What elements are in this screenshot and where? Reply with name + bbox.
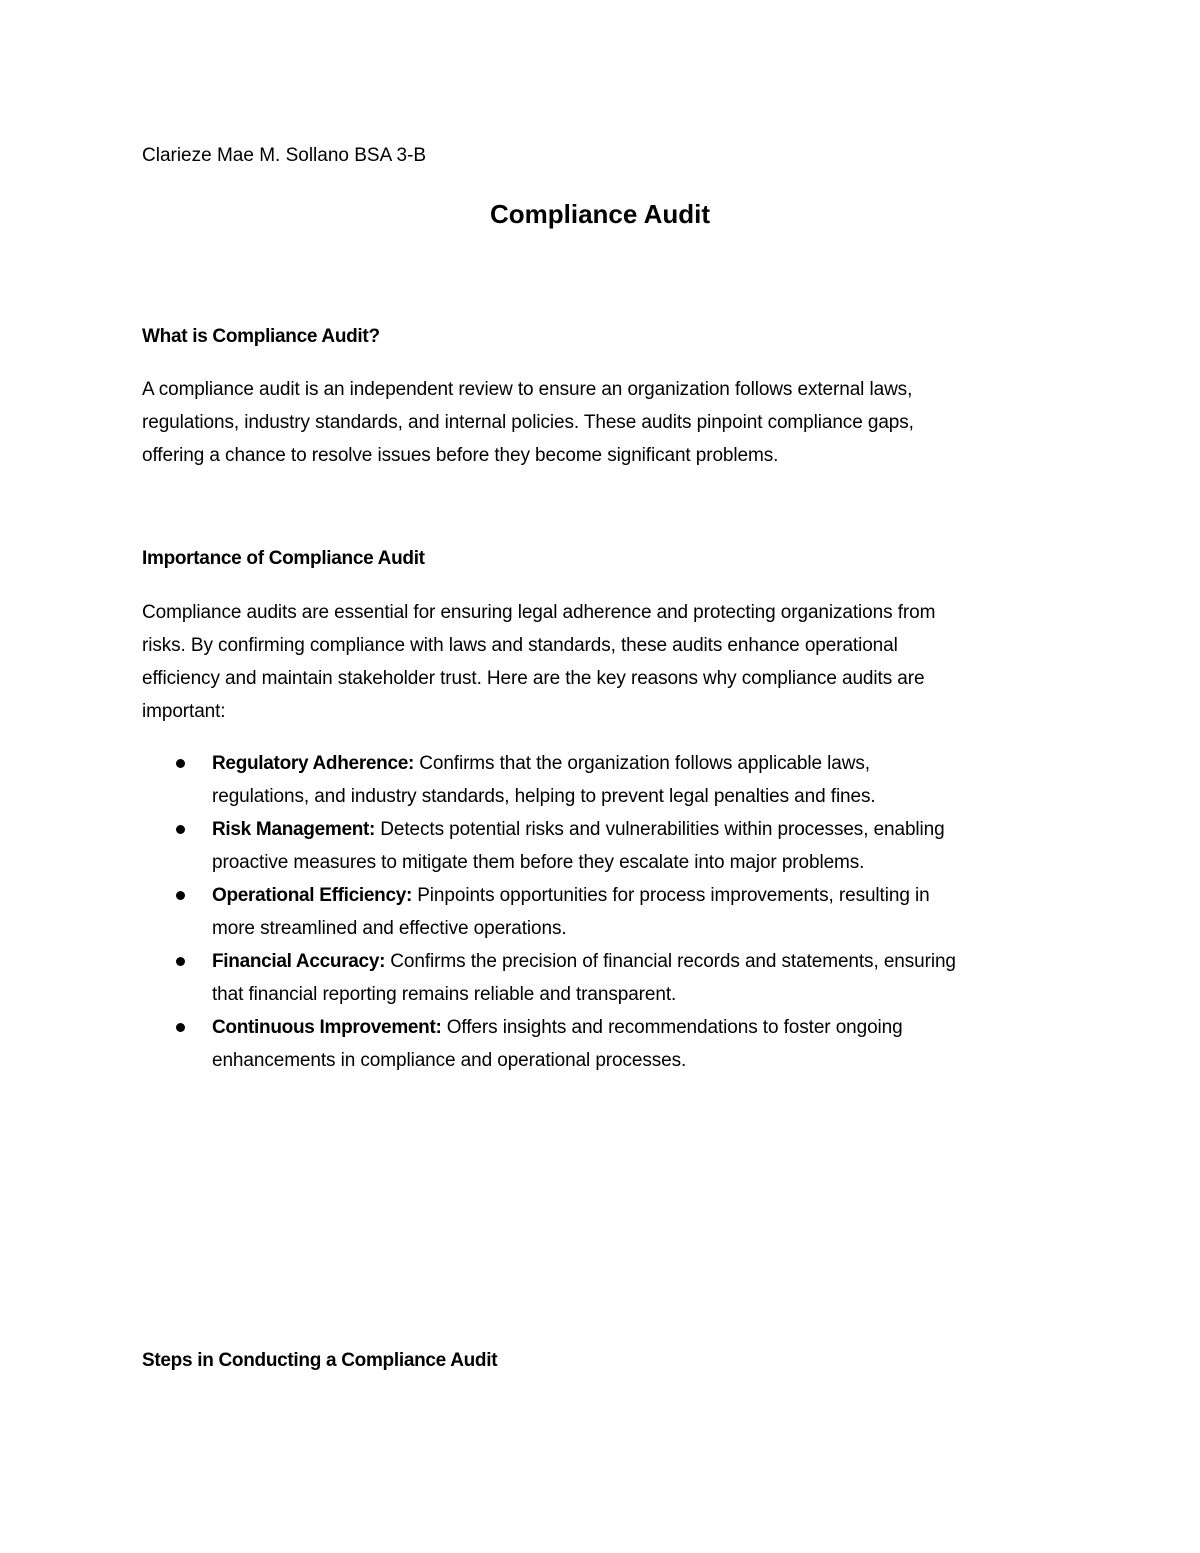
section-heading-importance: Importance of Compliance Audit: [142, 548, 425, 569]
section-paragraph-what-is: [142, 373, 1067, 472]
bullet-text: Offers insights and recommendations to foster ongoing: [441, 1017, 903, 1038]
bullet-text: proactive measures to mitigate them before they escalate into major problems.: [212, 852, 865, 873]
bullet-text: more streamlined and effective operations.: [212, 918, 567, 939]
bullet-term: Financial Accuracy:: [212, 951, 386, 972]
bullet-term: Continuous Improvement:: [212, 1017, 442, 1038]
bullet-text: regulations, and industry standards, helping to prevent legal penalties and fines.: [212, 786, 876, 807]
section-heading-steps: Steps in Conducting a Compliance Audit: [142, 1350, 498, 1371]
list-item: [142, 813, 1082, 879]
paragraph-line: regulations, industry standards, and internal policies. These audits pinpoint compliance gaps,: [142, 412, 914, 433]
bullet-text: that financial reporting remains reliable and transparent.: [212, 984, 677, 1005]
bullet-term: Risk Management:: [212, 819, 376, 840]
list-item: [142, 747, 1082, 813]
document-title: Compliance Audit: [489, 199, 711, 229]
bullet-text: Confirms that the organization follows applicable laws,: [414, 753, 870, 774]
bullet-text: enhancements in compliance and operational processes.: [212, 1050, 687, 1071]
bullet-dot-icon: [176, 957, 185, 966]
paragraph-line: efficiency and maintain stakeholder trust. Here are the key reasons why compliance audits are: [142, 668, 925, 689]
importance-bullet-list: [142, 747, 1082, 1077]
bullet-dot-icon: [176, 825, 185, 834]
paragraph-line: risks. By confirming compliance with laws and standards, these audits enhance operational: [142, 635, 898, 656]
bullet-term: Regulatory Adherence:: [212, 753, 415, 774]
list-item: [142, 879, 1082, 945]
bullet-dot-icon: [176, 1023, 185, 1032]
list-item: [142, 945, 1082, 1011]
section-paragraph-importance: [142, 596, 1067, 728]
bullet-text: Confirms the precision of financial records and statements, ensuring: [385, 951, 956, 972]
paragraph-line: Compliance audits are essential for ensuring legal adherence and protecting organizations from: [142, 602, 936, 623]
bullet-dot-icon: [176, 759, 185, 768]
bullet-dot-icon: [176, 891, 185, 900]
bullet-text: Detects potential risks and vulnerabilities within processes, enabling: [375, 819, 945, 840]
list-item: [142, 1011, 1082, 1077]
author-line: Clarieze Mae M. Sollano BSA 3-B: [142, 145, 427, 166]
paragraph-line: important:: [142, 701, 226, 722]
paragraph-line: A compliance audit is an independent review to ensure an organization follows external laws,: [142, 379, 913, 400]
section-heading-what-is: What is Compliance Audit?: [142, 326, 380, 347]
paragraph-line: offering a chance to resolve issues before they become significant problems.: [142, 445, 779, 466]
bullet-text: Pinpoints opportunities for process improvements, resulting in: [412, 885, 930, 906]
bullet-term: Operational Efficiency:: [212, 885, 413, 906]
